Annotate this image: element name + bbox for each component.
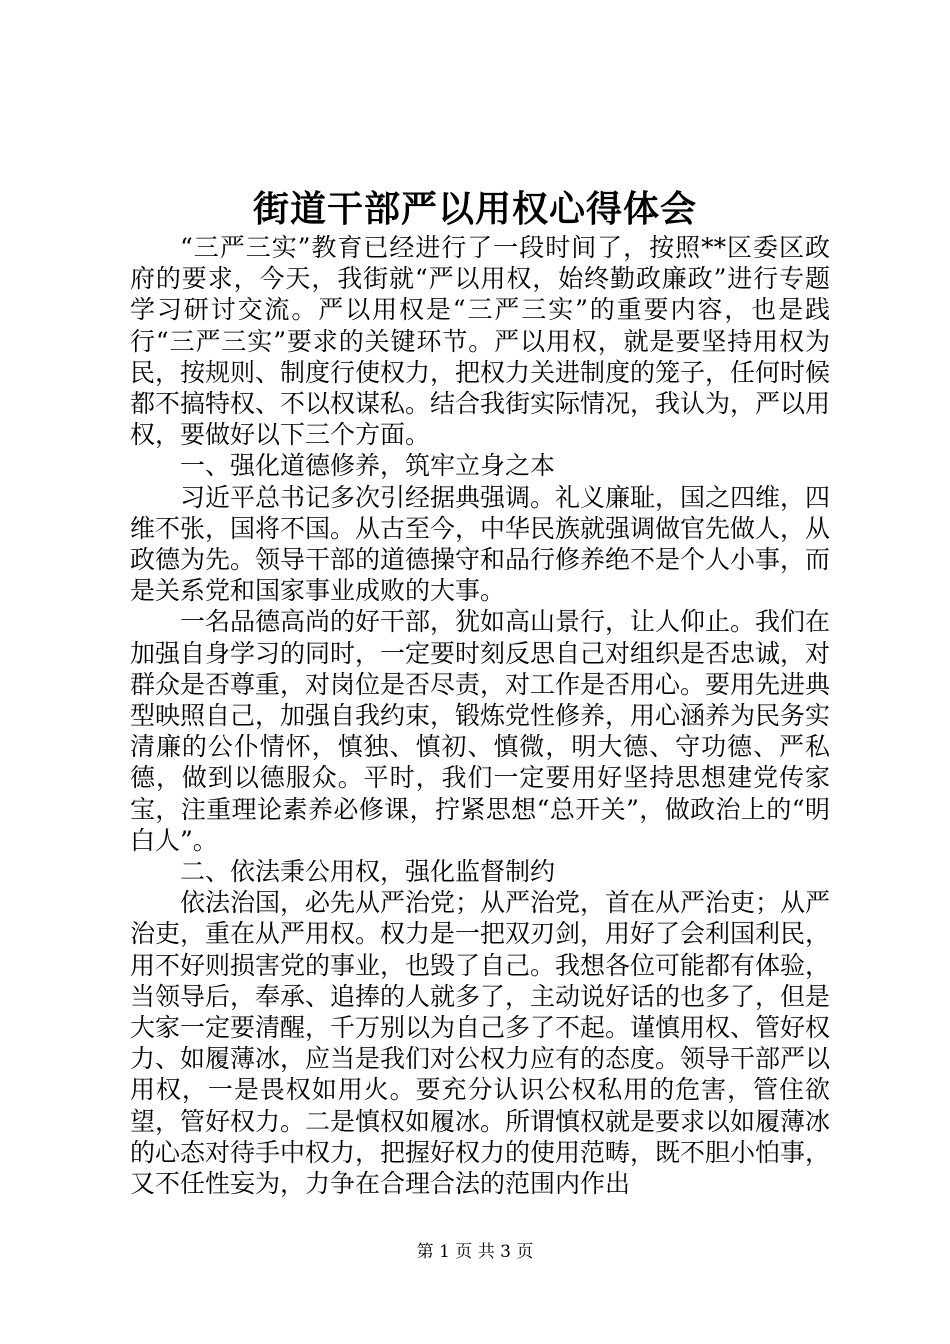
paragraph-morality: 习近平总书记多次引经据典强调。礼义廉耻，国之四维，四维不张，国将不国。从古至今，中华民族就强调做官先做人，从政德为先。领导干部的道德操守和品行修养绝不是个人小事，而是关系党和国家事业成败的大事。: [130, 482, 831, 606]
page-number-footer: 第 1 页 共 3 页: [416, 1242, 534, 1262]
paragraph-rule-of-law: 依法治国，必先从严治党；从严治党，首在从严治吏；从严治吏，重在从严用权。权力是一把双刃剑，用好了会利国利民，用不好则损害党的事业，也毁了自己。我想各位可能都有体验，当领导后，奉承、追捧的人就多了，主动说好话的也多了，但是大家一定要清醒，千万别以为自己多了不起。谨慎用权、管好权力、如履薄冰，应当是我们对公权力应有的态度。领导干部严以用权，一是畏权如用火。要充分认识公权私用的危害，管住欲望，管好权力。二是慎权如履冰。所谓慎权就是要求以如履薄冰的心态对待手中权力，把握好权力的使用范畴，既不胆小怕事，又不任性妄为，力争在合理合法的范围内作出: [130, 888, 831, 1199]
document-body: [130, 232, 830, 1199]
section-heading-1: 一、强化道德修养，筑牢立身之本: [180, 451, 556, 481]
document-title: 街道干部严以用权心得体会: [252, 188, 697, 230]
paragraph-intro: “三严三实”教育已经进行了一段时间了，按照**区委区政府的要求，今天，我街就“严以用权，始终勤政廉政”进行专题学习研讨交流。严以用权是“三严三实”的重要内容，也是践行“三严三实”要求的关键环节。严以用权，就是要坚持用权为民，按规则、制度行使权力，把权力关进制度的笼子，任何时候都不搞特权、不以权谋私。结合我街实际情况，我认为，严以用权，要做好以下三个方面。: [130, 233, 831, 450]
paragraph-good-cadre: 一名品德高尚的好干部，犹如高山景行，让人仰止。我们在加强自身学习的同时，一定要时刻反思自己对组织是否忠诚，对群众是否尊重，对岗位是否尽责，对工作是否用心。要用先进典型映照自己，加强自我约束，锻炼党性修养，用心涵养为民务实清廉的公仆情怀，慎独、慎初、慎微，明大德、守功德、严私德，做到以德服众。平时，我们一定要用好坚持思想建党传家宝，注重理论素养必修课，拧紧思想“总开关”，做政治上的“明白人”。: [130, 607, 831, 855]
section-heading-2: 二、依法秉公用权，强化监督制约: [180, 857, 556, 887]
